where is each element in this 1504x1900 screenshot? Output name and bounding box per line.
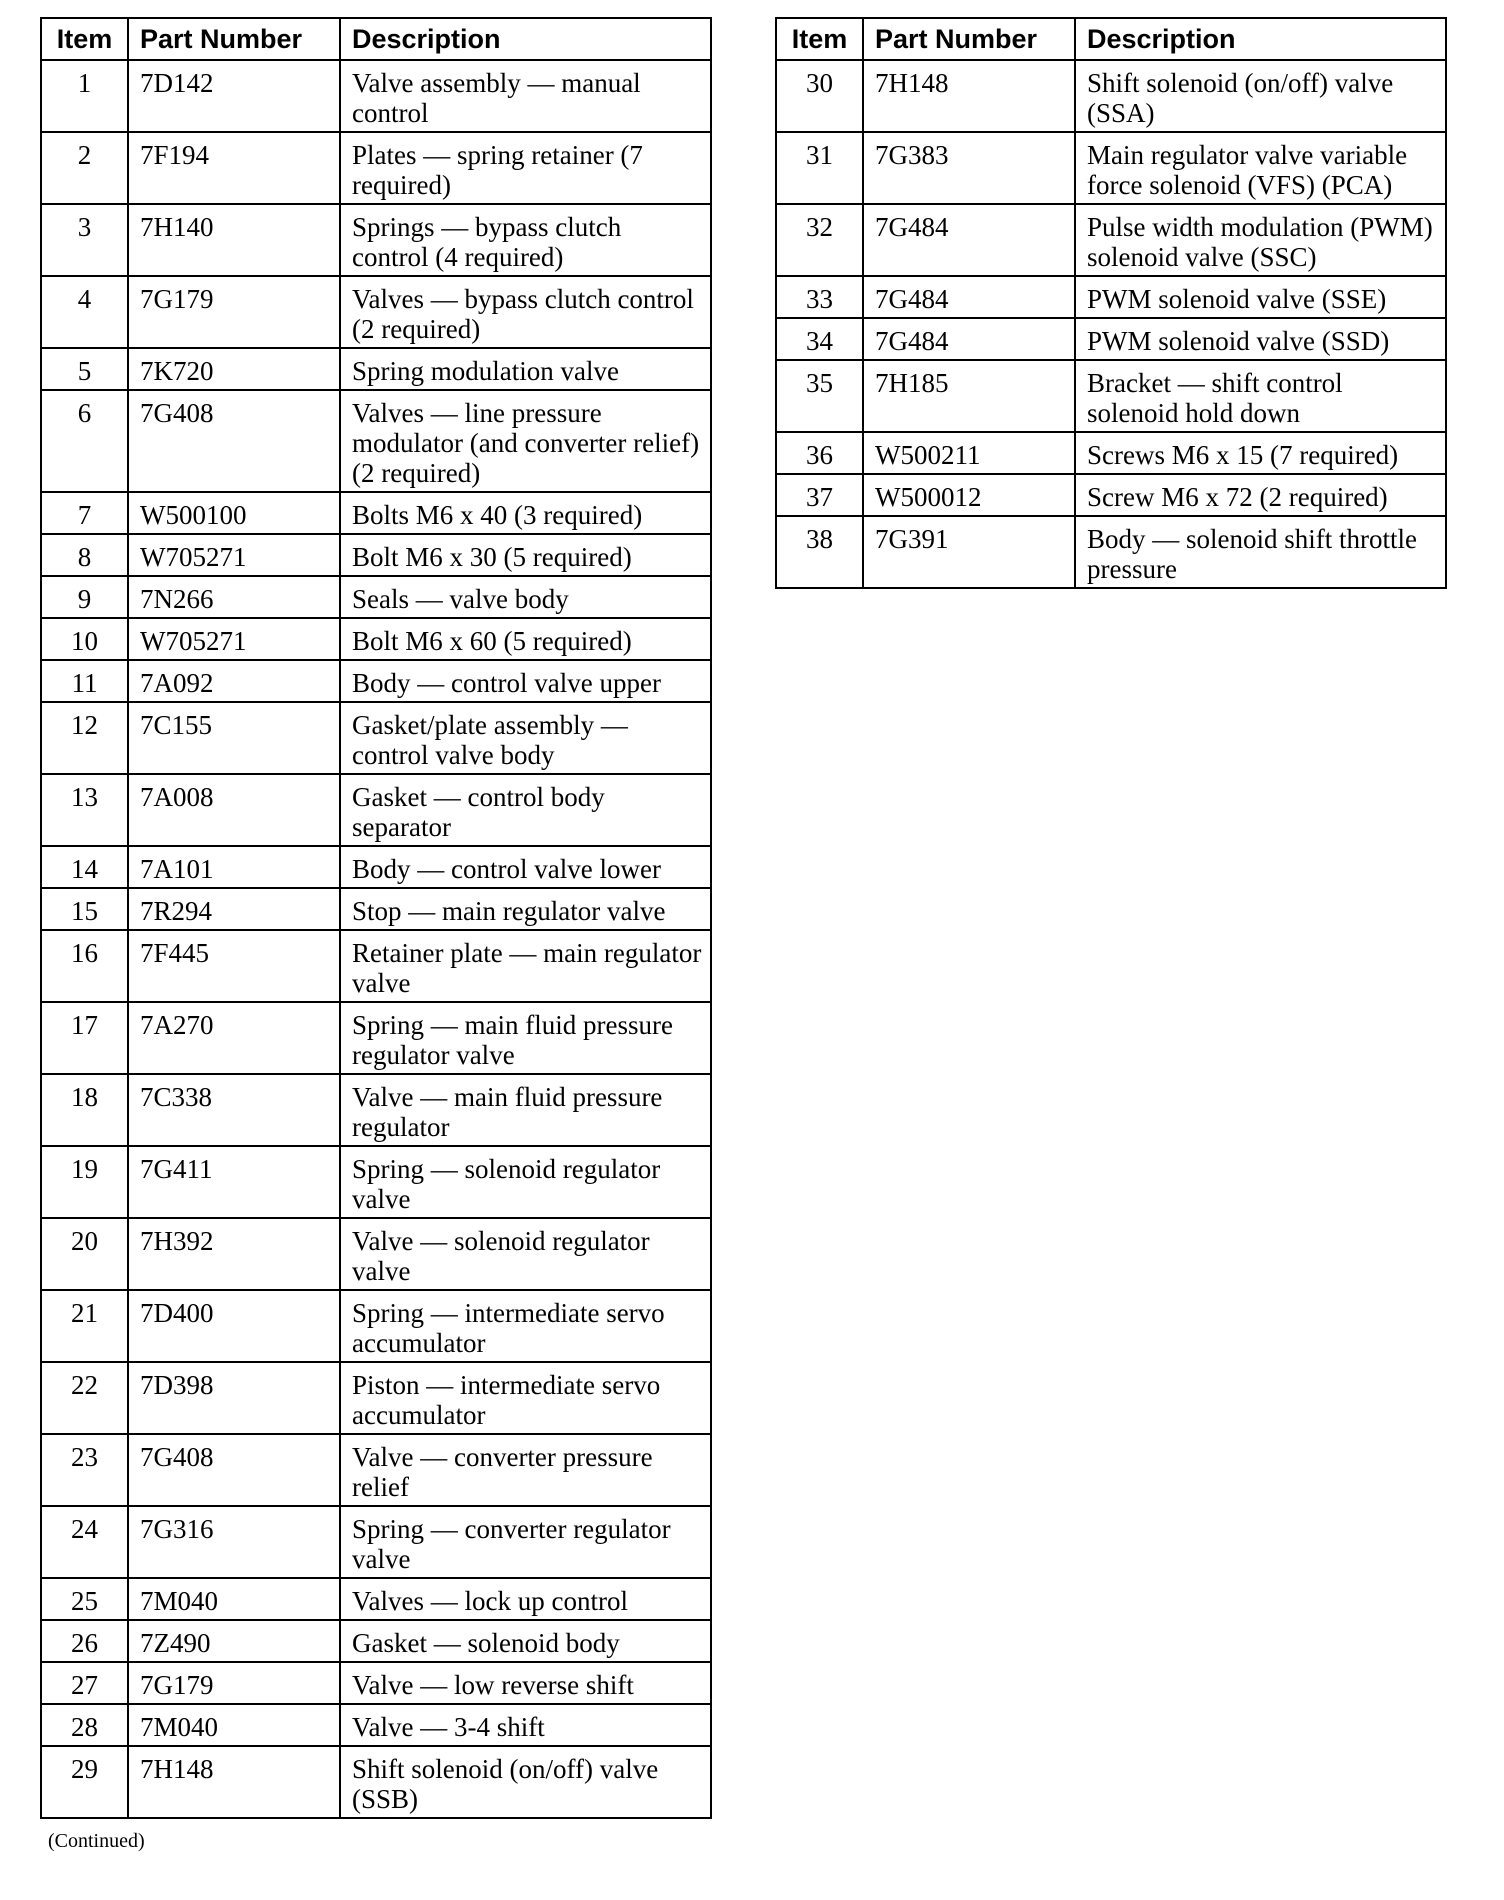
description: Spring modulation valve [340, 348, 711, 390]
item-number: 35 [776, 360, 863, 432]
continued-note: (Continued) [48, 1830, 145, 1852]
item-number: 7 [41, 492, 128, 534]
description: Screws M6 x 15 (7 required) [1075, 432, 1446, 474]
part-number: W705271 [128, 618, 340, 660]
table-row [41, 888, 711, 930]
item-number: 23 [41, 1434, 128, 1506]
description: Body — solenoid shift throttle pressure [1075, 516, 1446, 588]
item-number: 19 [41, 1146, 128, 1218]
table-row [41, 1578, 711, 1620]
description: Stop — main regulator valve [340, 888, 711, 930]
part-number: 7G408 [128, 1434, 340, 1506]
description: Screw M6 x 72 (2 required) [1075, 474, 1446, 516]
item-number: 21 [41, 1290, 128, 1362]
item-number: 6 [41, 390, 128, 492]
header-row [41, 18, 711, 60]
part-number: 7C338 [128, 1074, 340, 1146]
table-row [41, 1434, 711, 1506]
header-item: Item [776, 18, 863, 60]
item-number: 14 [41, 846, 128, 888]
part-number: 7A008 [128, 774, 340, 846]
table-row [776, 360, 1446, 432]
item-number: 2 [41, 132, 128, 204]
part-number: 7K720 [128, 348, 340, 390]
part-number: 7D142 [128, 60, 340, 132]
part-number: 7G383 [863, 132, 1075, 204]
header-part-number: Part Number [863, 18, 1075, 60]
part-number: 7H185 [863, 360, 1075, 432]
part-number: 7H392 [128, 1218, 340, 1290]
part-number: 7H148 [863, 60, 1075, 132]
table-row [41, 204, 711, 276]
item-number: 5 [41, 348, 128, 390]
description: Pulse width modulation (PWM) solenoid valve (SSC) [1075, 204, 1446, 276]
part-number: 7G179 [128, 1662, 340, 1704]
parts-table-left [40, 17, 712, 1819]
description: Bolts M6 x 40 (3 required) [340, 492, 711, 534]
part-number: W500211 [863, 432, 1075, 474]
header-item: Item [41, 18, 128, 60]
description: Seals — valve body [340, 576, 711, 618]
item-number: 24 [41, 1506, 128, 1578]
part-number: 7C155 [128, 702, 340, 774]
description: Piston — intermediate servo accumulator [340, 1362, 711, 1434]
table-row [776, 60, 1446, 132]
table-row [776, 204, 1446, 276]
table-row [41, 1146, 711, 1218]
table-row [41, 1218, 711, 1290]
item-number: 13 [41, 774, 128, 846]
item-number: 17 [41, 1002, 128, 1074]
item-number: 31 [776, 132, 863, 204]
table-row [41, 60, 711, 132]
table-row [41, 702, 711, 774]
table-row [776, 132, 1446, 204]
table-body-left [41, 60, 711, 1818]
item-number: 28 [41, 1704, 128, 1746]
table-row [41, 1662, 711, 1704]
description: Valve — 3-4 shift [340, 1704, 711, 1746]
item-number: 29 [41, 1746, 128, 1818]
part-number: 7G411 [128, 1146, 340, 1218]
item-number: 27 [41, 1662, 128, 1704]
item-number: 36 [776, 432, 863, 474]
part-number: 7F194 [128, 132, 340, 204]
table-row [776, 276, 1446, 318]
part-number: 7D398 [128, 1362, 340, 1434]
item-number: 37 [776, 474, 863, 516]
part-number: W500100 [128, 492, 340, 534]
table-row [41, 492, 711, 534]
part-number: 7A270 [128, 1002, 340, 1074]
header-description: Description [1075, 18, 1446, 60]
description: Retainer plate — main regulator valve [340, 930, 711, 1002]
item-number: 3 [41, 204, 128, 276]
part-number: W705271 [128, 534, 340, 576]
item-number: 10 [41, 618, 128, 660]
description: Spring — main fluid pressure regulator valve [340, 1002, 711, 1074]
part-number: 7G484 [863, 204, 1075, 276]
table-row [41, 618, 711, 660]
table-row [41, 576, 711, 618]
part-number: 7G316 [128, 1506, 340, 1578]
item-number: 32 [776, 204, 863, 276]
table-row [41, 276, 711, 348]
item-number: 38 [776, 516, 863, 588]
description: Gasket — solenoid body [340, 1620, 711, 1662]
item-number: 25 [41, 1578, 128, 1620]
table-row [41, 132, 711, 204]
item-number: 4 [41, 276, 128, 348]
description: Valves — line pressure modulator (and converter relief) (2 required) [340, 390, 711, 492]
description: Bolt M6 x 30 (5 required) [340, 534, 711, 576]
table-row [41, 846, 711, 888]
part-number: 7G391 [863, 516, 1075, 588]
part-number: 7N266 [128, 576, 340, 618]
part-number: 7H140 [128, 204, 340, 276]
description: Valves — lock up control [340, 1578, 711, 1620]
item-number: 8 [41, 534, 128, 576]
part-number: 7G484 [863, 318, 1075, 360]
description: Gasket — control body separator [340, 774, 711, 846]
header-description: Description [340, 18, 711, 60]
description: Valve — low reverse shift [340, 1662, 711, 1704]
description: Shift solenoid (on/off) valve (SSA) [1075, 60, 1446, 132]
item-number: 18 [41, 1074, 128, 1146]
part-number: 7G408 [128, 390, 340, 492]
table-row [41, 1074, 711, 1146]
description: Spring — converter regulator valve [340, 1506, 711, 1578]
item-number: 16 [41, 930, 128, 1002]
item-number: 9 [41, 576, 128, 618]
table-row [41, 534, 711, 576]
part-number: 7D400 [128, 1290, 340, 1362]
item-number: 1 [41, 60, 128, 132]
part-number: W500012 [863, 474, 1075, 516]
header-row [776, 18, 1446, 60]
table-row [41, 1506, 711, 1578]
description: Valve — solenoid regulator valve [340, 1218, 711, 1290]
item-number: 26 [41, 1620, 128, 1662]
item-number: 30 [776, 60, 863, 132]
part-number: 7G484 [863, 276, 1075, 318]
table-row [41, 1746, 711, 1818]
table-row [41, 774, 711, 846]
item-number: 12 [41, 702, 128, 774]
description: Springs — bypass clutch control (4 required) [340, 204, 711, 276]
table-row [41, 348, 711, 390]
item-number: 22 [41, 1362, 128, 1434]
part-number: 7A092 [128, 660, 340, 702]
description: Body — control valve lower [340, 846, 711, 888]
description: Bolt M6 x 60 (5 required) [340, 618, 711, 660]
table-row [41, 390, 711, 492]
description: Plates — spring retainer (7 required) [340, 132, 711, 204]
part-number: 7M040 [128, 1704, 340, 1746]
description: Spring — solenoid regulator valve [340, 1146, 711, 1218]
table-row [41, 1362, 711, 1434]
description: Shift solenoid (on/off) valve (SSB) [340, 1746, 711, 1818]
description: PWM solenoid valve (SSD) [1075, 318, 1446, 360]
table-row [41, 660, 711, 702]
table-row [41, 1620, 711, 1662]
part-number: 7G179 [128, 276, 340, 348]
description: Bracket — shift control solenoid hold down [1075, 360, 1446, 432]
item-number: 34 [776, 318, 863, 360]
table-row [41, 930, 711, 1002]
part-number: 7F445 [128, 930, 340, 1002]
item-number: 15 [41, 888, 128, 930]
table-row [776, 432, 1446, 474]
table-body-right [776, 60, 1446, 588]
part-number: 7Z490 [128, 1620, 340, 1662]
description: Valve — main fluid pressure regulator [340, 1074, 711, 1146]
description: Valve assembly — manual control [340, 60, 711, 132]
description: Gasket/plate assembly — control valve body [340, 702, 711, 774]
table-row [776, 516, 1446, 588]
item-number: 11 [41, 660, 128, 702]
description: Main regulator valve variable force solenoid (VFS) (PCA) [1075, 132, 1446, 204]
table-row [41, 1290, 711, 1362]
part-number: 7M040 [128, 1578, 340, 1620]
item-number: 20 [41, 1218, 128, 1290]
description: Valves — bypass clutch control (2 required) [340, 276, 711, 348]
header-part-number: Part Number [128, 18, 340, 60]
part-number: 7H148 [128, 1746, 340, 1818]
description: Spring — intermediate servo accumulator [340, 1290, 711, 1362]
part-number: 7A101 [128, 846, 340, 888]
table-row [41, 1002, 711, 1074]
table-row [776, 318, 1446, 360]
parts-table-right [775, 17, 1447, 589]
description: Body — control valve upper [340, 660, 711, 702]
part-number: 7R294 [128, 888, 340, 930]
table-row [41, 1704, 711, 1746]
item-number: 33 [776, 276, 863, 318]
description: PWM solenoid valve (SSE) [1075, 276, 1446, 318]
description: Valve — converter pressure relief [340, 1434, 711, 1506]
table-row [776, 474, 1446, 516]
